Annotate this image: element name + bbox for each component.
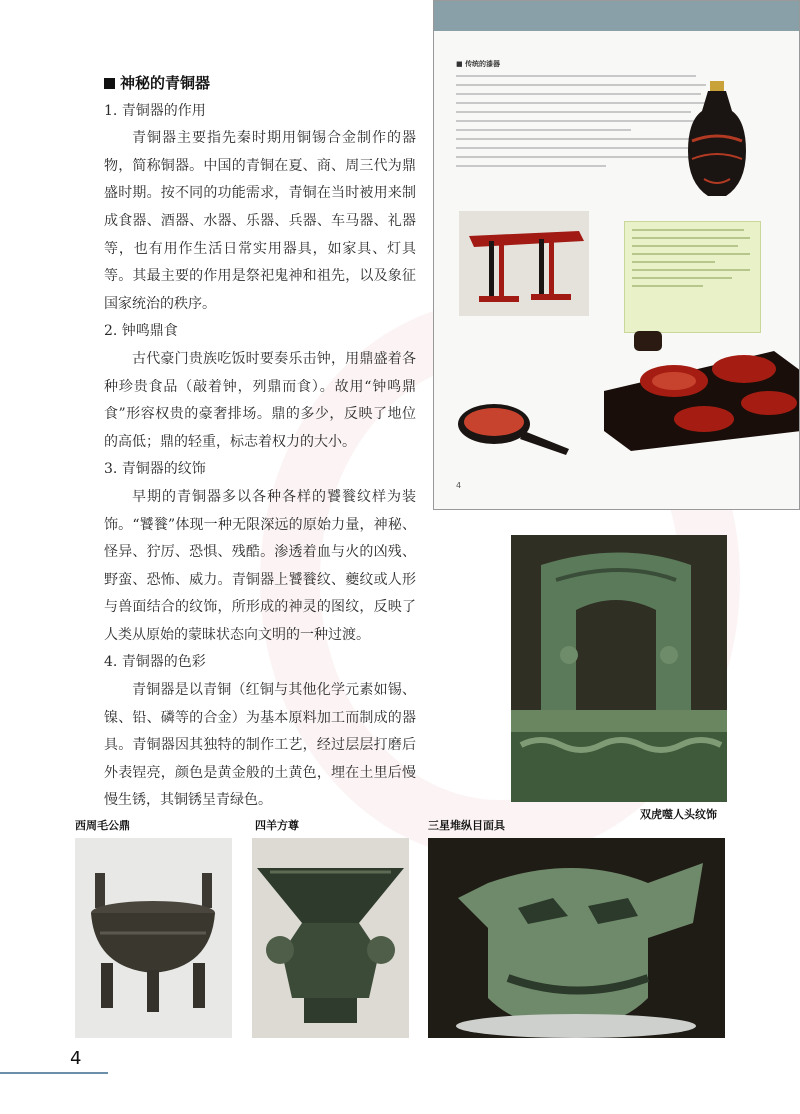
lacquer-tray-image [594, 321, 800, 451]
bronze-mask-image [428, 838, 725, 1038]
sanxingdui-mask-photo [428, 838, 725, 1038]
inset-note-text [632, 229, 750, 293]
si-yang-fang-zun-photo [252, 838, 409, 1038]
photo-caption: 三星堆纵目面具 [428, 819, 505, 832]
section-title: 1. 青铜器的作用 [104, 102, 206, 119]
inset-header-band [434, 1, 799, 31]
page-number: 4 [70, 1048, 82, 1069]
article-heading: 神秘的青铜器 [104, 70, 416, 98]
section-paragraph: 青铜器是以青铜（红铜与其他化学元素如锡、镍、铅、磷等的合金）为基本原料加工而制成的器具。青铜器因其独特的制作工艺，经过层层打磨后外表锃亮，颜色是黄金般的土黄色，埋在土里后慢慢生锈，其铜锈呈青绿色。 [104, 682, 416, 809]
mao-gong-ding-photo [75, 838, 232, 1038]
inset-body-text [456, 75, 706, 174]
lacquer-ladle-image [454, 396, 574, 466]
section-title: 4. 青铜器的色彩 [104, 654, 206, 671]
square-bullet-icon [104, 78, 115, 89]
lacquer-stand-image [459, 211, 589, 316]
section-paragraph: 古代豪门贵族吃饭时要奏乐击钟，用鼎盛着各种珍贵食品（敲着钟，列鼎而食）。故用“钟鸣鼎食”形容权贵的豪奢排场。鼎的多少，反映了地位的高低；鼎的轻重，标志着权力的大小。 [104, 350, 416, 450]
inset-magazine-page [433, 0, 800, 510]
photo-caption: 双虎噬人头纹饰 [640, 808, 717, 821]
section-paragraph: 早期的青铜器多以各种各样的饕餮纹样为装饰。“饕餮”体现一种无限深远的原始力量，神秘、怪异、狞厉、恐惧、残酷。渗透着血与火的凶残、野蛮、恐怖、威力。青铜器上饕餮纹、夔纹或人形与兽面结合的纹饰，所形成的神灵的图纹，反映了人类从原始的蒙昧状态向文明的一种过渡。 [104, 488, 416, 643]
section-paragraph: 青铜器主要指先秦时期用铜锡合金制作的器物，简称铜器。中国的青铜在夏、商、周三代为鼎盛时期。按不同的功能需求，青铜在当时被用来制成食器、酒器、水器、乐器、兵器、车马器、礼器等，也有用作生活日常实用器具，如家具、灯具等。其最主要的作用是祭祀鬼神和祖先，以及象征国家统治的秩序。 [104, 130, 416, 312]
photo-caption: 西周毛公鼎 [75, 819, 130, 832]
section-title: 3. 青铜器的纹饰 [104, 461, 206, 478]
bronze-ding-image [75, 838, 232, 1038]
section-title: 2. 钟鸣鼎食 [104, 323, 178, 340]
bronze-zun-image [252, 838, 409, 1038]
footer-rule [0, 1072, 108, 1074]
bronze-ornament-image [511, 535, 727, 802]
inset-page-number: 4 [456, 481, 462, 490]
photo-caption: 四羊方尊 [255, 819, 299, 832]
lacquer-vase-image [682, 71, 752, 201]
bronze-ornament-photo [511, 535, 727, 802]
inset-title: ■ 传统的漆器 [456, 59, 500, 69]
article-body [104, 70, 416, 815]
